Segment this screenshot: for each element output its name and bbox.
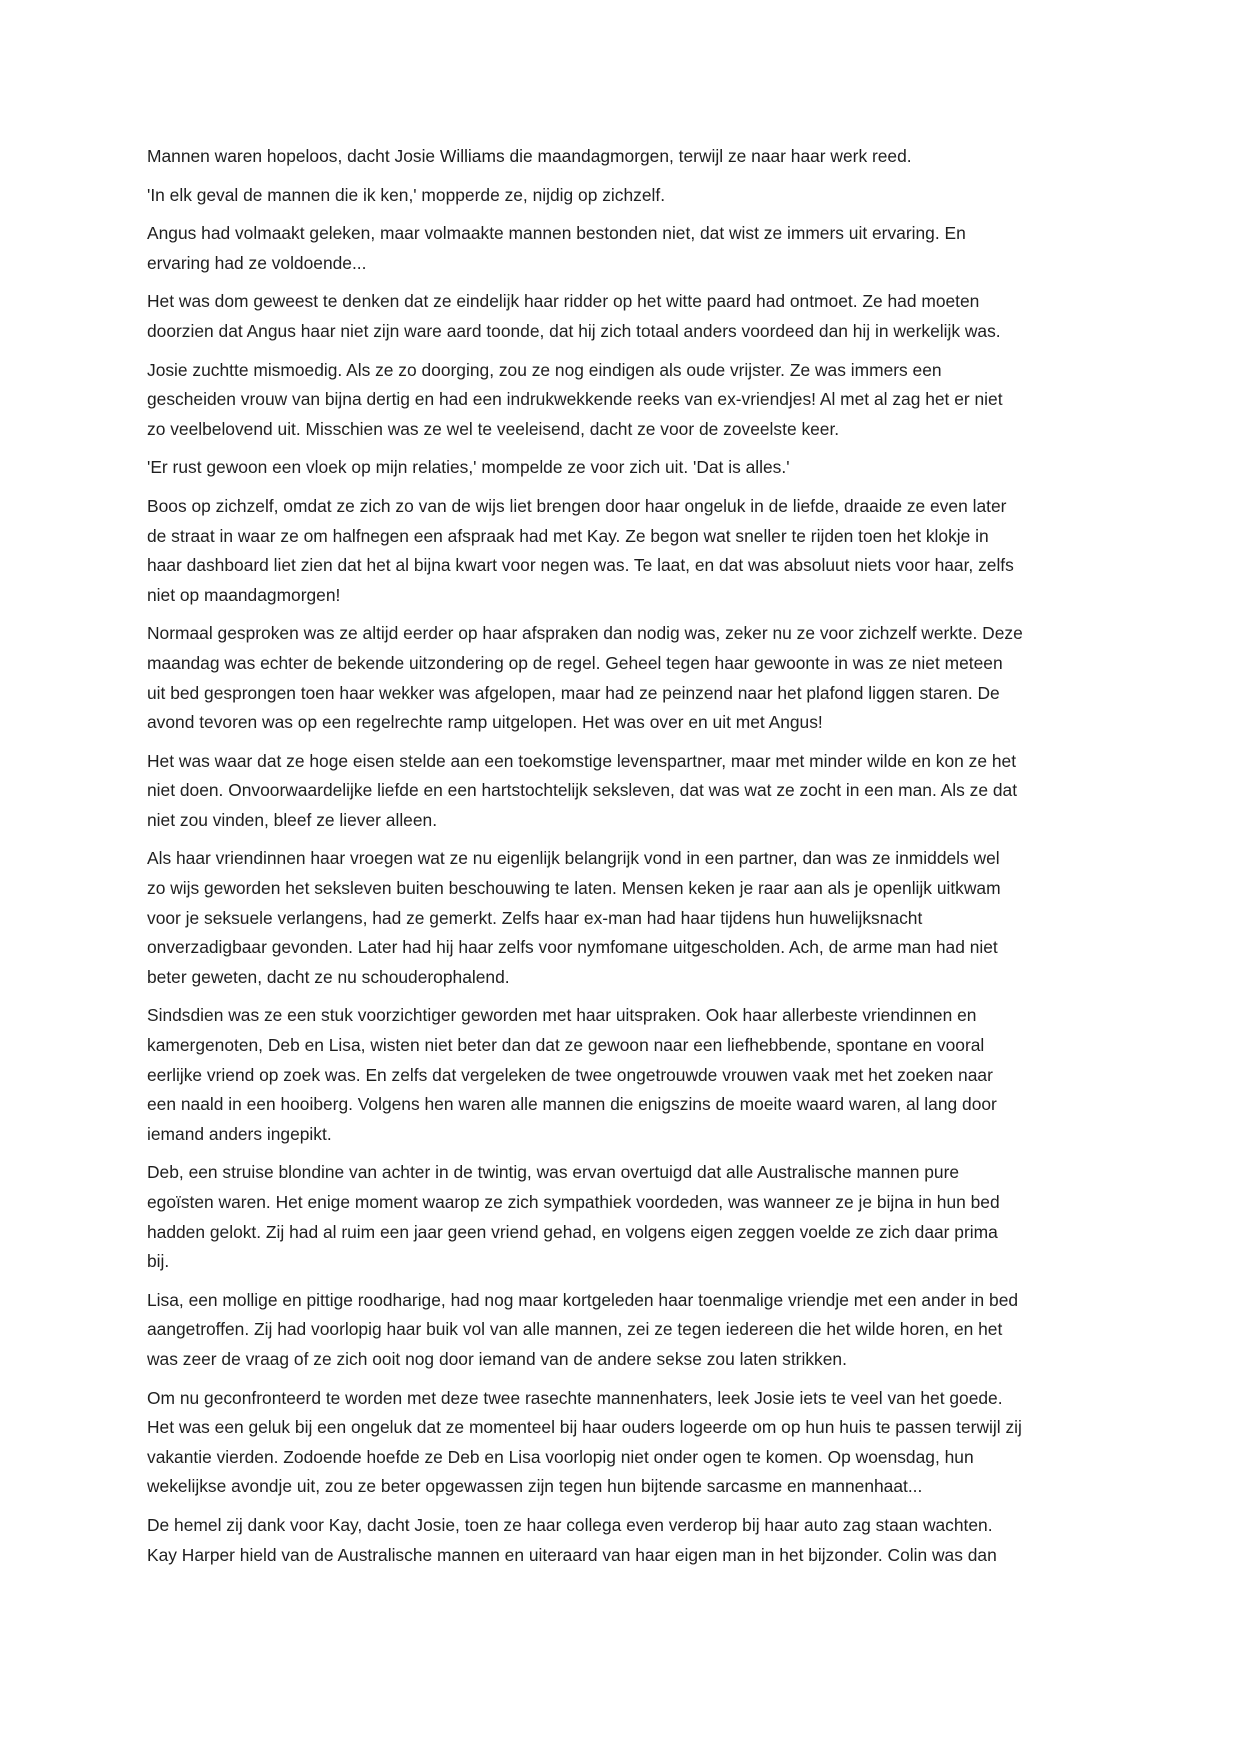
text-line: vakantie vierden. Zodoende hoefde ze Deb en Lisa voorlopig niet onder ogen te komen. Op woensdag, hun: [147, 1446, 974, 1467]
text-line: egoïsten waren. Het enige moment waarop ze zich sympathiek voordeden, was wanneer ze je bijna in hun bed: [147, 1192, 1000, 1212]
text-line: Als haar vriendinnen haar vroegen wat ze nu eigenlijk belangrijk vond in een partner, dan was ze inmiddels wel: [147, 848, 1000, 869]
text-line: Normaal gesproken was ze altijd eerder op haar afspraken dan nodig was, zeker nu ze voor zichzelf werkte. Deze: [147, 623, 1023, 644]
paragraph: [147, 844, 1097, 992]
text-line: Boos op zichzelf, omdat ze zich zo van de wijs liet brengen door haar ongeluk in de liefde, draaide ze even later: [147, 495, 1007, 516]
paragraph: [147, 492, 1097, 610]
paragraph: [147, 287, 1097, 346]
paragraph: [147, 619, 1097, 737]
text-line: niet zou vinden, bleef ze liever alleen.: [147, 809, 438, 830]
paragraph: [147, 219, 1097, 278]
text-line: ervaring had ze voldoende...: [147, 252, 367, 273]
text-line: een naald in een hooiberg. Volgens hen waren alle mannen die enigszins de moeite waard waren, al lang door: [147, 1094, 997, 1115]
text-line: Het was waar dat ze hoge eisen stelde aan een toekomstige levenspartner, maar met minder wilde en kon ze het: [147, 750, 1017, 771]
paragraph: [147, 747, 1097, 836]
text-line: zo veelbelovend uit. Misschien was ze wel te veeleisend, dacht ze voor de zoveelste keer.: [147, 418, 840, 439]
text-line: Josie zuchtte mismoedig. Als ze zo doorging, zou ze nog eindigen als oude vrijster. Ze was immers een: [147, 359, 942, 380]
text-line: beter geweten, dacht ze nu schouderophalend.: [147, 966, 510, 987]
paragraph: [147, 1511, 1097, 1570]
text-line: kamergenoten, Deb en Lisa, wisten niet beter dan dat ze gewoon naar een liefhebbende, spontane en vooral: [147, 1035, 985, 1056]
text-line: de straat in waar ze om halfnegen een afspraak had met Kay. Ze begon wat sneller te rijden toen het klokje in: [147, 525, 989, 546]
text-line: Om nu geconfronteerd te worden met deze twee rasechte mannenhaters, leek Josie iets te veel van het goede.: [147, 1387, 1003, 1408]
paragraph: [147, 1384, 1097, 1502]
text-line: eerlijke vriend op zoek was. En zelfs dat vergeleken de twee ongetrouwde vrouwen vaak met het zoeken naar: [147, 1064, 993, 1085]
text-line: Lisa, een mollige en pittige roodharige, had nog maar kortgeleden haar toenmalige vriendje met een ander in bed: [147, 1289, 1019, 1310]
paragraph: [147, 181, 1097, 211]
text-line: Sindsdien was ze een stuk voorzichtiger geworden met haar uitspraken. Ook haar allerbeste vriendinnen en: [147, 1005, 977, 1026]
document-page: [147, 142, 1097, 1579]
text-line: was zeer de vraag of ze zich ooit nog door iemand van de andere sekse zou laten strikken.: [147, 1348, 847, 1369]
text-line: uit bed gesprongen toen haar wekker was afgelopen, maar had ze peinzend naar het plafond liggen staren. De: [147, 682, 1000, 703]
paragraph: [147, 1286, 1097, 1375]
text-line: Deb, een struise blondine van achter in de twintig, was ervan overtuigd dat alle Australische mannen pure: [147, 1162, 960, 1183]
text-line: Het was dom geweest te denken dat ze eindelijk haar ridder op het witte paard had ontmoet. Ze had moeten: [147, 291, 980, 312]
text-line: Angus had volmaakt geleken, maar volmaakte mannen bestonden niet, dat wist ze immers uit ervaring. En: [147, 223, 966, 244]
text-line: 'Er rust gewoon een vloek op mijn relaties,' mompelde ze voor zich uit. 'Dat is alles.': [147, 457, 790, 478]
text-line: maandag was echter de bekende uitzondering op de regel. Geheel tegen haar gewoonte in was ze niet meteen: [147, 652, 1003, 673]
text-line: niet doen. Onvoorwaardelijke liefde en een hartstochtelijk seksleven, dat was wat ze zocht in een man. Als ze dat: [147, 780, 1018, 801]
paragraph: [147, 142, 1097, 172]
paragraph: [147, 356, 1097, 445]
text-line: hadden gelokt. Zij had al ruim een jaar geen vriend gehad, en volgens eigen zeggen voelde ze zich daar prima: [147, 1221, 998, 1242]
text-line: avond tevoren was op een regelrechte ramp uitgelopen. Het was over en uit met Angus!: [147, 712, 823, 733]
paragraph: [147, 1158, 1097, 1276]
text-line: Mannen waren hopeloos, dacht Josie Williams die maandagmorgen, terwijl ze naar haar werk reed.: [147, 146, 912, 166]
paragraph: [147, 1001, 1097, 1149]
text-line: Kay Harper hield van de Australische mannen en uiteraard van haar eigen man in het bijzonder. Colin was dan: [147, 1544, 997, 1565]
text-line: iemand anders ingepikt.: [147, 1123, 332, 1144]
text-line: zo wijs geworden het seksleven buiten beschouwing te laten. Mensen keken je raar aan als je openlijk uitkwam: [147, 878, 1001, 899]
text-line: wekelijkse avondje uit, zou ze beter opgewassen zijn tegen hun bijtende sarcasme en mannenhaat...: [147, 1476, 923, 1497]
text-line: Het was een geluk bij een ongeluk dat ze momenteel bij haar ouders logeerde om op hun huis te passen terwijl zij: [147, 1417, 1022, 1438]
paragraph: [147, 453, 1097, 483]
text-line: aangetroffen. Zij had voorlopig haar buik vol van alle mannen, zei ze tegen iedereen die het wilde horen, en het: [147, 1319, 1003, 1340]
text-line: voor je seksuele verlangens, had ze gemerkt. Zelfs haar ex-man had haar tijdens hun huwelijksnacht: [147, 907, 923, 928]
text-line: bij.: [147, 1251, 170, 1272]
text-line: haar dashboard liet zien dat het al bijna kwart voor negen was. Te laat, en dat was absoluut niets voor haar, zelfs: [147, 555, 1014, 576]
text-line: niet op maandagmorgen!: [147, 584, 341, 605]
text-line: onverzadigbaar gevonden. Later had hij haar zelfs voor nymfomane uitgescholden. Ach, de arme man had niet: [147, 937, 998, 958]
text-line: gescheiden vrouw van bijna dertig en had een indrukwekkende reeks van ex-vriendjes! Al met al zag het er niet: [147, 389, 1003, 410]
text-line: doorzien dat Angus haar niet zijn ware aard toonde, dat hij zich totaal anders voordeed dan hij in werkelijk was.: [147, 320, 1001, 341]
text-line: De hemel zij dank voor Kay, dacht Josie, toen ze haar collega even verderop bij haar auto zag staan wachten.: [147, 1514, 993, 1535]
text-line: 'In elk geval de mannen die ik ken,' mopperde ze, nijdig op zichzelf.: [147, 184, 666, 205]
